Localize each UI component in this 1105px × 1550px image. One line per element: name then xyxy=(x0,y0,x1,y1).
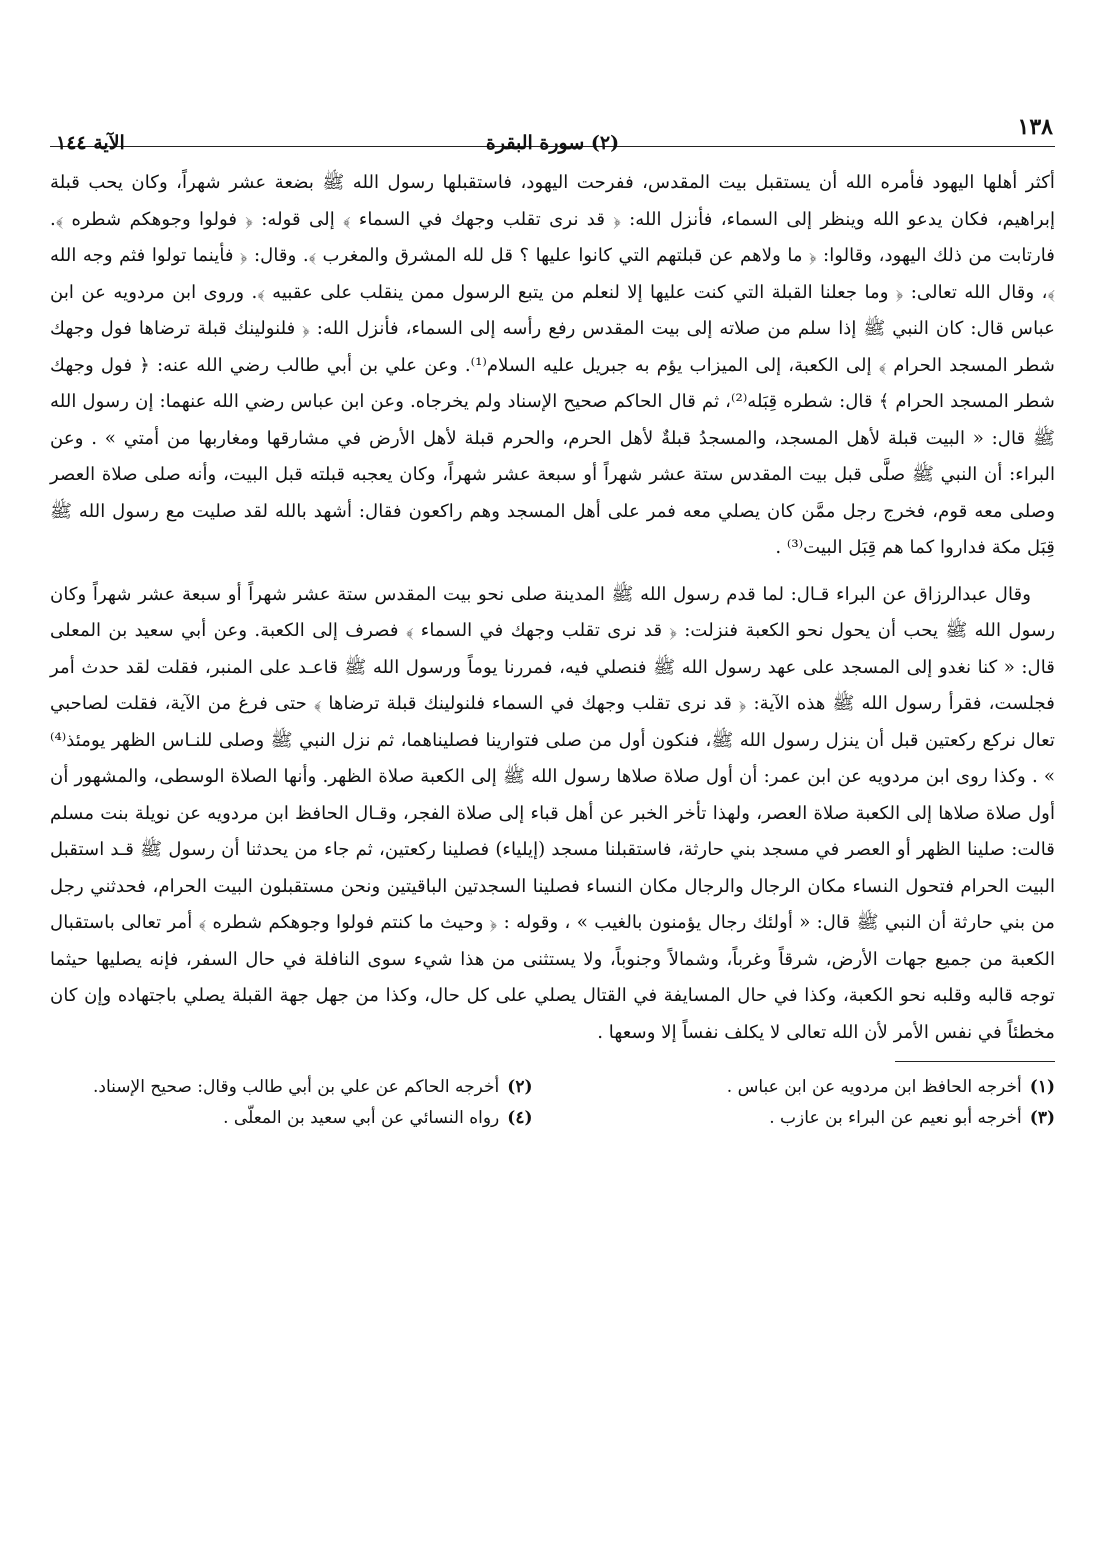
footnote-number: (٣) xyxy=(1029,1108,1055,1128)
footnotes xyxy=(50,1072,1055,1134)
footnote-4 xyxy=(50,1103,533,1134)
book-page xyxy=(50,112,1055,1512)
page-number: ١٣٨ xyxy=(1017,114,1053,140)
footnote-number: (٤) xyxy=(507,1108,533,1128)
sura-title: (٢) سورة البقرة xyxy=(485,132,620,154)
footnote-text: أخرجه الحافظ ابن مردويه عن ابن عباس . xyxy=(726,1077,1022,1097)
footnote-1 xyxy=(573,1072,1056,1103)
footnote-text: رواه النسائي عن أبي سعيد بن المعلّى . xyxy=(223,1108,500,1128)
footnote-divider xyxy=(895,1061,1055,1062)
footnote-3 xyxy=(573,1103,1056,1134)
paragraph-1: أكثر أهلها اليهود فأمره الله أن يستقبل بيت المقدس، ففرحت اليهود، فاستقبلها رسول الله ﷺ بضعة عشر شهراً، وكان يحب قبلة إبراهيم، فكان يدعو الله وينظر إلى السماء، فأنزل الله: ﴿ قد نرى تقلب وجهك في السماء ﴾ إلى قوله: ﴿ فولوا وجوهكم شطره ﴾. فارتابت من ذلك اليهود، وقالوا: ﴿ ما ولاهم عن قبلتهم التي كانوا عليها ؟ قل لله المشرق والمغرب ﴾. وقال: ﴿ فأينما تولوا فثم وجه الله ﴾، وقال الله تعالى: ﴿ وما جعلنا القبلة التي كنت عليها إلا لنعلم من يتبع الرسول ممن ينقلب على عقبيه ﴾. وروى ابن مردويه عن ابن عباس قال: كان النبي ﷺ إذا سلم من صلاته إلى بيت المقدس رفع رأسه إلى السماء، فأنزل الله: ﴿ فلنولينك قبلة ترضاها فول وجهك شطر المسجد الحرام ﴾ إلى الكعبة، إلى الميزاب يؤم به جبريل عليه السلام⁽¹⁾. وعن علي بن أبي طالب رضي الله عنه: ﴿ فول وجهك شطر المسجد الحرام ﴾ قال: شطره قِبَله⁽²⁾، ثم قال الحاكم صحيح الإسناد ولم يخرجاه. وعن ابن عباس رضي الله عنهما: إن رسول الله ﷺ قال: « البيت قبلة لأهل المسجد، والمسجدُ قبلةٌ لأهل الحرم، والحرم قبلة لأهل الأرض في مشارقها ومغاربها من أمتي » . وعن البراء: أن النبي ﷺ صلَّى قبل بيت المقدس ستة عشر شهراً أو سبعة عشر شهراً، وكان يعجبه قبلته قبل البيت، وأنه صلى صلاة العصر وصلى معه قوم، فخرج رجل ممَّن كان يصلي معه فمر على أهل المسجد وهم راكعون فقال: أشهد بالله لقد صليت مع رسول الله ﷺ قِبَل مكة فداروا كما هم قِبَل البيت⁽³⁾ . xyxy=(50,172,1055,558)
footnote-text: أخرجه أبو نعيم عن البراء بن عازب . xyxy=(769,1108,1022,1128)
main-text xyxy=(50,165,1055,1051)
footnote-2 xyxy=(50,1072,533,1103)
paragraph-2: وقال عبدالرزاق عن البراء قـال: لما قدم رسول الله ﷺ المدينة صلى نحو بيت المقدس ستة عشر شهراً أو سبعة عشر شهراً وكان رسول الله ﷺ يحب أن يحول نحو الكعبة فنزلت: ﴿ قد نرى تقلب وجهك في السماء ﴾ فصرف إلى الكعبة. وعن أبي سعيد بن المعلى قال: « كنا نغدو إلى المسجد على عهد رسول الله ﷺ فنصلي فيه، فمررنا يوماً ورسول الله ﷺ قاعـد على المنبر، فقلت لقد حدث أمر فجلست، فقرأ رسول الله ﷺ هذه الآية: ﴿ قد نرى تقلب وجهك في السماء فلنولينك قبلة ترضاها ﴾ حتى فرغ من الآية، فقلت لصاحبي تعال نركع ركعتين قبل أن ينزل رسول الله ﷺ، فنكون أول من صلى فتوارينا فصليناهما، ثم نزل النبي ﷺ وصلى للنـاس الظهر يومئذ⁽⁴⁾ » . وكذا روى ابن مردويه عن ابن عمر: أن أول صلاة صلاها رسول الله ﷺ إلى الكعبة صلاة الظهر. وأنها الصلاة الوسطى، والمشهور أن أول صلاة صلاها إلى الكعبة صلاة العصر، ولهذا تأخر الخبر عن أهل قباء إلى صلاة الفجر، وقـال الحافظ ابن مردويه عن نويلة بنت مسلم قالت: صلينا الظهر أو العصر في مسجد بني حارثة، فاستقبلنا مسجد (إيلياء) فصلينا ركعتين، ثم جاء من يحدثنا أن رسول ﷺ قـد استقبل البيت الحرام فتحول النساء مكان الرجال والرجال مكان النساء فصلينا السجدتين الباقيتين ونحن مستقبلون البيت الحرام، فحدثني رجل من بني حارثة أن النبي ﷺ قال: « أولئك رجال يؤمنون بالغيب » ، وقوله : ﴿ وحيث ما كنتم فولوا وجوهكم شطره ﴾ أمر تعالى باستقبال الكعبة من جميع جهات الأرض، شرقاً وغرباً، وشمالاً وجنوباً، ولا يستثنى من هذا شيء سوى النافلة في حال السفر، فإنه يصليها حيثما توجه قالبه وقلبه نحو الكعبة، وكذا في حال المسايفة في القتال يصلي على كل حال، وكذا من جهل جهة القبلة يصلي باجتهاده وإن كان مخطئاً في نفس الأمر لأن الله تعالى لا يكلف نفساً إلا وسعها . xyxy=(50,583,1055,1043)
footnote-number: (٢) xyxy=(507,1077,533,1097)
aya-reference: الآية ١٤٤ xyxy=(56,132,125,154)
page-header xyxy=(50,112,1055,154)
footnote-number: (١) xyxy=(1029,1077,1055,1097)
footnote-text: أخرجه الحاكم عن علي بن أبي طالب وقال: صحيح الإسناد. xyxy=(92,1077,500,1097)
